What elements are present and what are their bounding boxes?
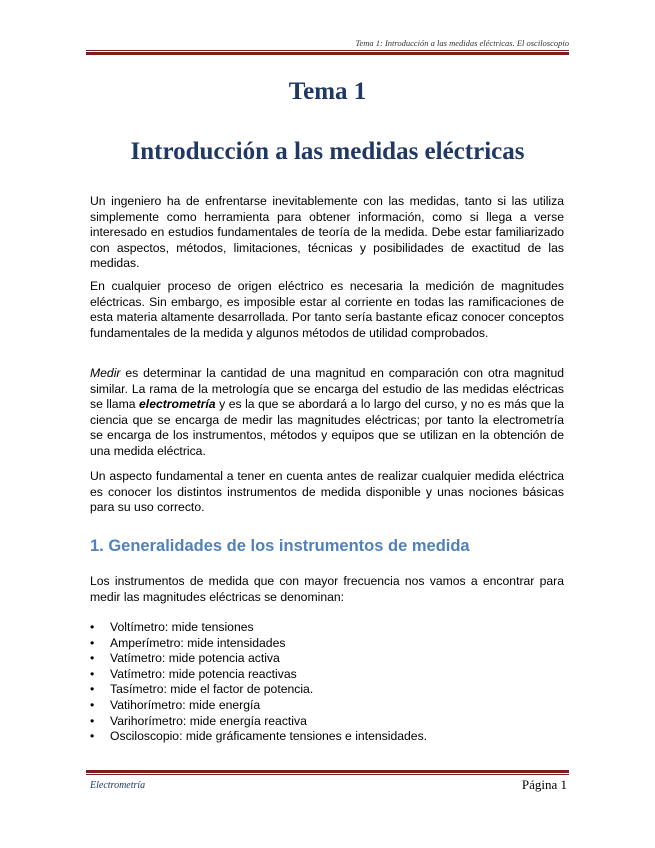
bullet-icon: • bbox=[90, 682, 95, 697]
bullet-icon: • bbox=[90, 635, 95, 650]
term-electrometria: electrometría bbox=[139, 397, 216, 412]
list-item: • Vatihorímetro: mide energía bbox=[90, 697, 261, 712]
section-heading: 1. Generalidades de los instrumentos de medida bbox=[90, 537, 470, 555]
list-item: • Vatímetro: mide potencia activa bbox=[90, 651, 280, 666]
list-item: • Amperímetro: mide intensidades bbox=[90, 635, 286, 650]
paragraph-4: Un aspecto fundamental a tener en cuenta antes de realizar cualquier medida eléctrica es conocer los distintos instrumentos de medida disponible y unas nociones básicas para su uso correcto. bbox=[90, 469, 564, 515]
instrument-list bbox=[90, 620, 427, 745]
footer-rule-thin bbox=[86, 774, 569, 775]
header-rule-thick bbox=[86, 52, 569, 55]
list-item: • Vatímetro: mide potencia reactivas bbox=[90, 666, 297, 681]
list-item: • Voltímetro: mide tensiones bbox=[90, 620, 254, 634]
bullet-icon: • bbox=[90, 666, 95, 681]
section-intro: Los instrumentos de medida que con mayor frecuencia nos vamos a encontrar para medir las magnitudes eléctricas se denominan: bbox=[90, 574, 564, 604]
running-header: Tema 1: Introducción a las medidas eléctricas. El osciloscopio bbox=[355, 38, 569, 48]
footer-course-name: Electrometría bbox=[90, 780, 146, 791]
bullet-icon: • bbox=[90, 651, 95, 666]
paragraph-3 bbox=[90, 366, 564, 460]
chapter-title: Tema 1 bbox=[288, 78, 367, 105]
bullet-icon: • bbox=[90, 713, 95, 728]
term-medir: Medir bbox=[90, 366, 121, 380]
list-item: • Varihorímetro: mide energía reactiva bbox=[90, 713, 307, 728]
paragraph-3-part-a: es determinar la cantidad de una magnitud en comparación con otra magnitud similar. La rama de la metrología que se encarga del estudio de las medidas eléctricas se llama bbox=[90, 366, 564, 412]
bullet-icon: • bbox=[90, 729, 95, 744]
page-title: Introducción a las medidas eléctricas bbox=[130, 138, 525, 165]
paragraph-2: En cualquier proceso de origen eléctrico es necesaria la medición de magnitudes eléctricas. Sin embargo, es imposible estar al corriente en todas las ramificaciones de esta materia altamente desarrollada. Por tanto sería bastante eficaz conocer conceptos fundamentales de la medida y algunos métodos de utilidad comprobados. bbox=[90, 279, 564, 340]
bullet-icon: • bbox=[90, 697, 95, 712]
page-number: Página 1 bbox=[521, 777, 567, 792]
list-item: • Osciloscopio: mide gráficamente tensiones e intensidades. bbox=[90, 729, 428, 744]
bullet-icon: • bbox=[90, 620, 95, 634]
paragraph-3-part-b: y es la que se abordará a lo largo del curso, y no es más que la ciencia que se encarga de medir las magnitudes eléctricas; por tanto la electrometría se encarga de los instrumentos, métodos y equipos que se utilizan en la obtención de una medida eléctrica. bbox=[90, 397, 564, 458]
header-rule-thin bbox=[86, 50, 569, 51]
paragraph-1: Un ingeniero ha de enfrentarse inevitablemente con las medidas, tanto si las utiliza simplemente como herramienta para obtener información, como si llega a verse interesado en estudios fundamentales de teoría de la medida. Debe estar familiarizado con aspectos, métodos, limitaciones, técnicas y posibilidades de exactitud de las medidas. bbox=[90, 194, 564, 271]
footer-rule-thick bbox=[86, 770, 569, 773]
list-item: • Tasímetro: mide el factor de potencia. bbox=[90, 682, 314, 697]
